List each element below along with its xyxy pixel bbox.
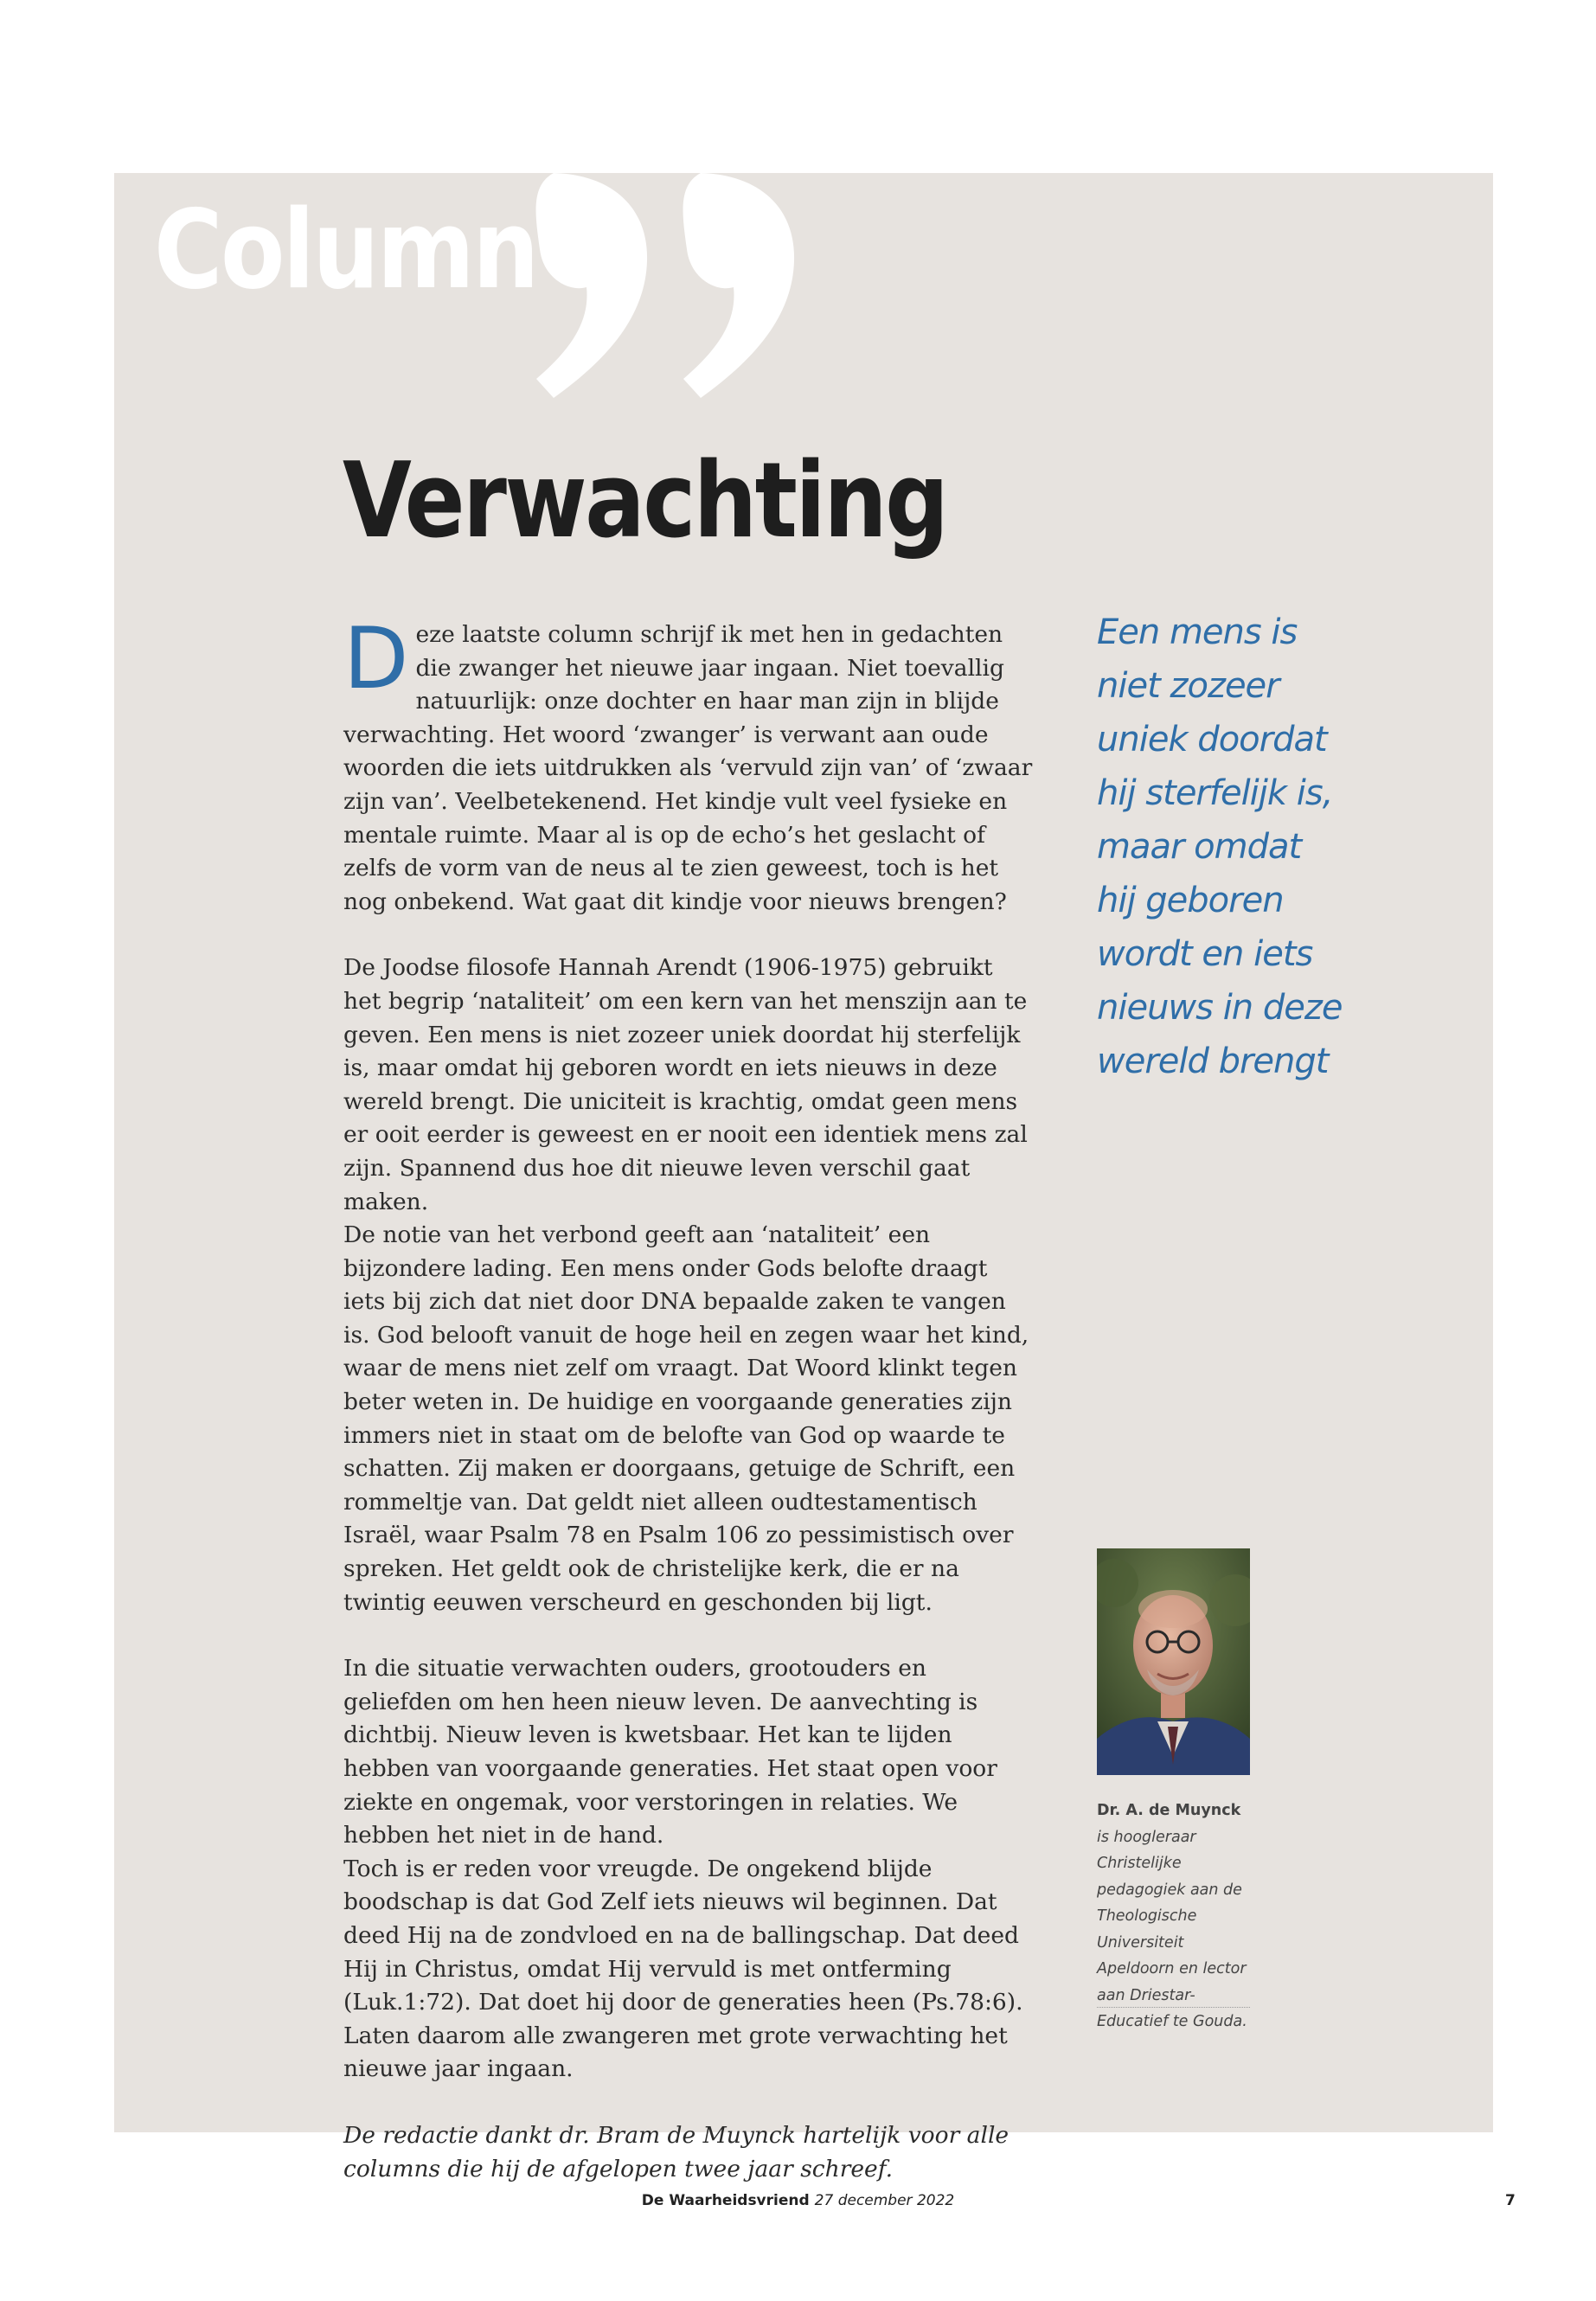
page-footer <box>0 2192 1596 2209</box>
article-body <box>343 610 1035 2186</box>
pull-quote-line: niet zozeer <box>1097 666 1279 706</box>
paragraph-2: De Joodse filosofe Hannah Arendt (1906-1975) gebruikt het begrip ‘nataliteit’ om een kern van het menszijn aan te geven. Een mens is niet zozeer uniek doordat hij sterfelijk is, maar omdat hij geboren wordt en iets nieuws in deze wereld brengt. Die uniciteit is krachtig, omdat geen mens er ooit eerder is geweest en er nooit een identiek mens zal zijn. Spannend dus hoe dit nieuwe leven verschil gaat maken. <box>343 954 1028 1215</box>
author-role: is hoogleraar Christelijke pedagogiek aan de Theologische Universiteit Apeldoorn en lector aan Driestar-Educatief te Gouda. <box>1097 1828 1247 2030</box>
page-number: 7 <box>1505 2192 1516 2209</box>
quote-mark-icon <box>519 140 848 400</box>
author-bio <box>1097 1798 1253 2035</box>
pull-quote-line: nieuws in deze <box>1097 988 1343 1028</box>
issue-date: 27 december 2022 <box>814 2192 955 2209</box>
section-label: Column <box>154 186 537 313</box>
headline: Verwachting <box>343 441 947 561</box>
pull-quote-line: Een mens is <box>1097 612 1298 652</box>
pull-quote <box>1097 606 1356 1088</box>
paragraph-4: In die situatie verwachten ouders, grootouders en geliefden om hen heen nieuw leven. De aanvechting is dichtbij. Nieuw leven is kwetsbaar. Het kan te lijden hebben van voorgaande generaties. Het staat open voor ziekte en ongemak, voor verstoringen in relaties. We hebben het niet in de hand. <box>343 1655 997 1849</box>
author-portrait <box>1097 1548 1250 1775</box>
publication-name: De Waarheidsvriend <box>641 2192 810 2209</box>
author-name: Dr. A. de Muynck <box>1097 1802 1241 1819</box>
paragraph-3: De notie van het verbond geeft aan ‘nataliteit’ een bijzondere lading. Een mens onder Gods belofte draagt iets bij zich dat niet door DNA bepaalde zaken te vangen is. God belooft vanuit de hoge heil en zegen waar het kind, waar de mens niet zelf om vraagt. Dat Woord klinkt tegen beter weten in. De huidige en voorgaande generaties zijn immers niet in staat om de belofte van God op waarde te schatten. Zij maken er doorgaans, getuige de Schrift, een rommeltje van. Dat geldt niet alleen oudtestamentisch Israël, waar Psalm 78 en Psalm 106 zo pessimistisch over spreken. Het geldt ook de christelijke kerk, die er na twintig eeuwen verscheurd en geschonden bij ligt. <box>343 1221 1029 1616</box>
paragraph-1: Deze laatste column schrijf ik met hen in gedachten die zwanger het nieuwe jaar ingaan. Niet toevallig natuurlijk: onze dochter en haar man zijn in blijde verwachting. Het woord ‘zwanger’ is verwant aan oude woorden die iets uitdrukken als ‘vervuld zijn van’ of ‘zwaar zijn van’. Veelbetekenend. Het kindje vult veel fysieke en mentale ruimte. Maar al is op de echo’s het geslacht of zelfs de vorm van de neus al te zien geweest, toch is het nog onbekend. Wat gaat dit kindje voor nieuws brengen? <box>343 610 1033 915</box>
pull-quote-line: hij sterfelijk is, <box>1097 773 1333 813</box>
editorial-credit: De redactie dankt dr. Bram de Muynck hartelijk voor alle columns die hij de afgelopen twee jaar schreef. <box>343 2121 1010 2182</box>
drop-cap: D <box>343 610 409 708</box>
pull-quote-line: wereld brengt <box>1097 1042 1329 1081</box>
bio-divider <box>1097 2007 1250 2008</box>
pull-quote-line: hij geboren <box>1097 881 1284 920</box>
pull-quote-line: maar omdat <box>1097 827 1302 867</box>
pull-quote-line: wordt en iets <box>1097 934 1313 974</box>
pull-quote-line: uniek doordat <box>1097 720 1327 760</box>
paragraph-5: Toch is er reden voor vreugde. De ongekend blijde boodschap is dat God Zelf iets nieuws wil beginnen. Dat deed Hij na de zondvloed en na de ballingschap. Dat deed Hij in Christus, omdat Hij vervuld is met ontferming (Luk.1:72). Dat doet hij door de generaties heen (Ps.78:6). Laten daarom alle zwangeren met grote verwachting het nieuwe jaar ingaan. <box>343 1855 1023 2083</box>
